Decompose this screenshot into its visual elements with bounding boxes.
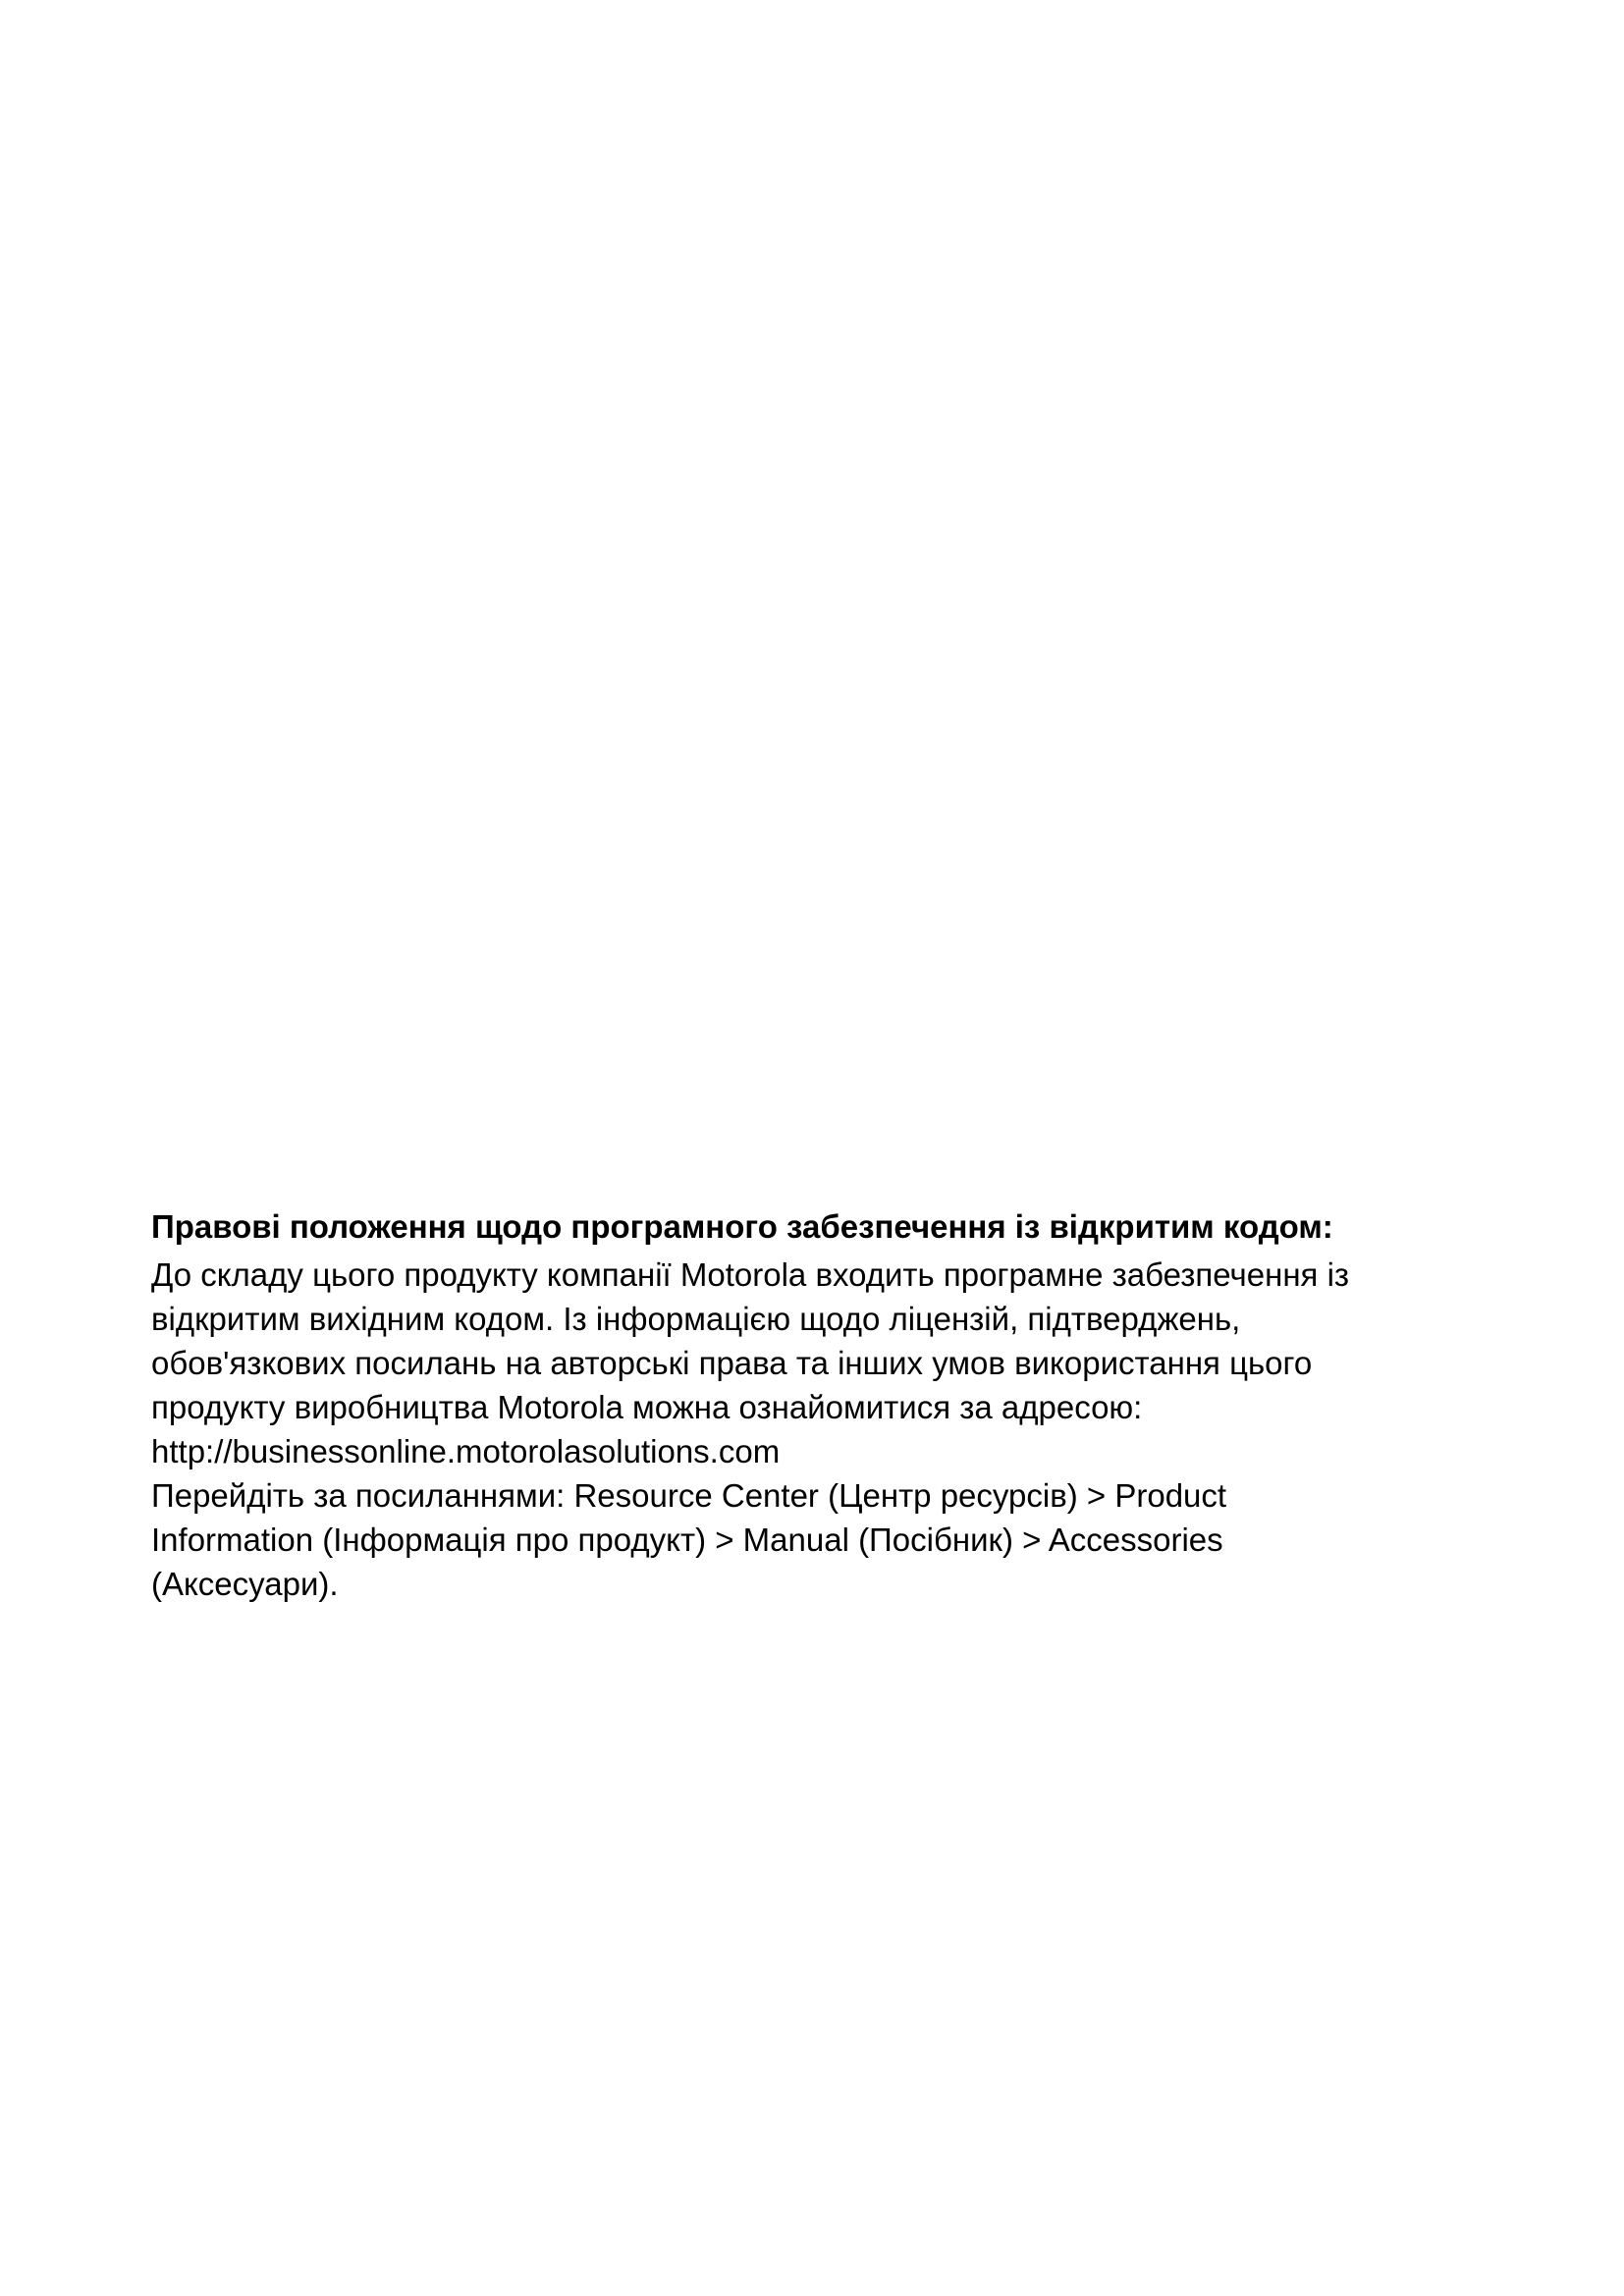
paragraph-line: відкритим вихідним кодом. Із інформацією щодо ліцензій, підтверджень,	[151, 1301, 1241, 1337]
navigation-line: Information (Інформація про продукт) > Manual (Посібник) > Accessories	[151, 1522, 1223, 1558]
notice-heading: Правові положення щодо програмного забезпечення із відкритим кодом:	[151, 1208, 1333, 1245]
website-url: http://businessonline.motorolasolutions.com	[151, 1433, 781, 1469]
paragraph-line: продукту виробництва Motorola можна ознайомитися за адресою:	[151, 1389, 1143, 1425]
notice-body	[151, 1253, 1506, 1606]
navigation-line: (Аксесуари).	[151, 1566, 339, 1602]
paragraph-line: До складу цього продукту компанії Motorola входить програмне забезпечення із	[151, 1256, 1350, 1293]
open-source-legal-notice	[151, 1205, 1506, 1606]
navigation-line: Перейдіть за посиланнями: Resource Center (Центр ресурсів) > Product	[151, 1477, 1227, 1514]
paragraph-line: обов'язкових посилань на авторські права та інших умов використання цього	[151, 1345, 1313, 1381]
